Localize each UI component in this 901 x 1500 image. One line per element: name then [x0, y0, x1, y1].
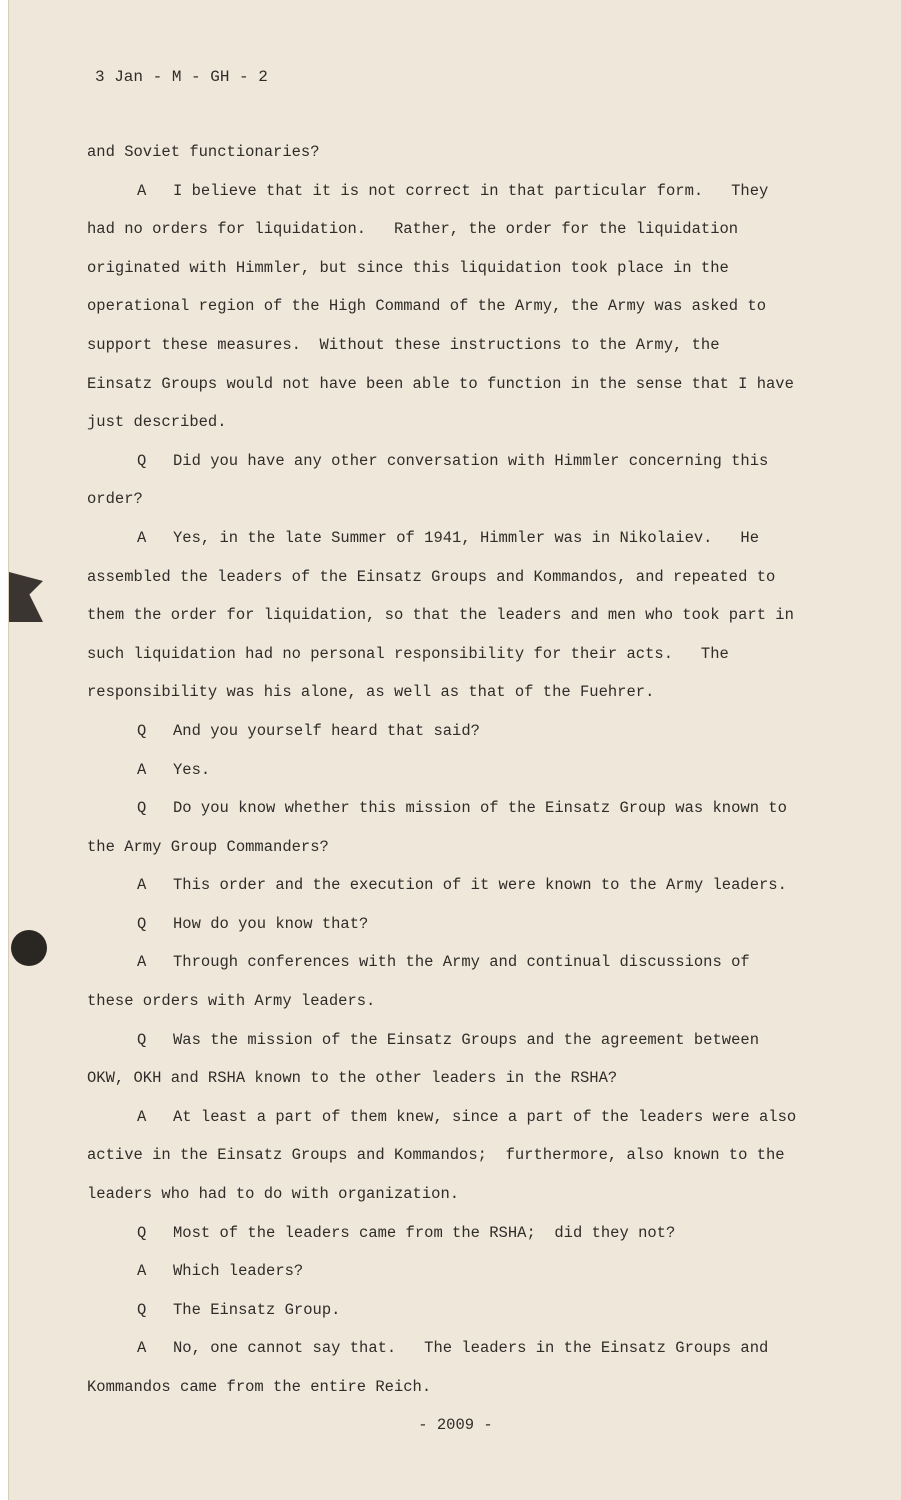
speaker-label: A [137, 528, 147, 547]
line-text: these orders with Army leaders. [87, 992, 376, 1011]
document-page [8, 0, 901, 1500]
transcript-line [87, 442, 847, 481]
transcript-line [87, 905, 847, 944]
line-text: Did you have any other conversation with Himmler concerning this [173, 451, 769, 470]
transcript-line [87, 943, 847, 982]
transcript-line [87, 751, 847, 790]
line-text: Do you know whether this mission of the Einsatz Group was known to [173, 799, 787, 818]
speaker-label: A [137, 1107, 147, 1126]
speaker-label: Q [137, 451, 147, 470]
transcript-line [87, 1136, 847, 1175]
speaker-label: A [137, 1262, 147, 1281]
punch-hole [11, 930, 47, 966]
transcript-line [87, 1329, 847, 1368]
transcript-line [87, 133, 847, 172]
line-text: operational region of the High Command of the Army, the Army was asked to [87, 297, 767, 316]
transcript-line [87, 712, 847, 751]
speaker-label: A [137, 181, 147, 200]
transcript-line [87, 1175, 847, 1214]
speaker-label: A [137, 953, 147, 972]
speaker-label: A [137, 760, 147, 779]
page-number: - 2009 - [418, 1416, 493, 1434]
line-text: and Soviet functionaries? [87, 143, 320, 161]
line-text: such liquidation had no personal responsibility for their acts. The [87, 644, 729, 663]
line-text: Yes. [173, 760, 211, 779]
line-text: Was the mission of the Einsatz Groups and the agreement between [173, 1030, 759, 1049]
line-text: originated with Himmler, but since this liquidation took place in the [87, 258, 729, 277]
transcript-line [87, 982, 847, 1021]
line-text: Kommandos came from the entire Reich. [87, 1378, 432, 1396]
speaker-label: Q [137, 721, 147, 740]
transcript-line [87, 1291, 847, 1330]
line-text: Einsatz Groups would not have been able to function in the sense that I have [87, 374, 794, 393]
transcript-line [87, 1098, 847, 1137]
transcript-line [87, 866, 847, 905]
transcript-line [87, 172, 847, 211]
transcript-line [87, 596, 847, 635]
speaker-label: Q [137, 1223, 147, 1242]
speaker-label: A [137, 1339, 147, 1358]
line-text: order? [87, 490, 143, 509]
transcript-line [87, 1252, 847, 1291]
line-text: Yes, in the late Summer of 1941, Himmler was in Nikolaiev. He [173, 528, 759, 547]
line-text: Through conferences with the Army and continual discussions of [173, 953, 750, 972]
line-text: The Einsatz Group. [173, 1300, 341, 1319]
line-text: No, one cannot say that. The leaders in the Einsatz Groups and [173, 1339, 769, 1358]
line-text: active in the Einsatz Groups and Kommandos; furthermore, also known to the [87, 1146, 785, 1165]
line-text: assembled the leaders of the Einsatz Groups and Kommandos, and repeated to [87, 567, 776, 586]
transcript-line [87, 403, 847, 442]
transcript-line [87, 326, 847, 365]
line-text: Which leaders? [173, 1262, 304, 1281]
page-header: 3 Jan - M - GH - 2 [95, 68, 268, 86]
line-text: OKW, OKH and RSHA known to the other leaders in the RSHA? [87, 1069, 618, 1088]
transcript-body [87, 133, 847, 1407]
transcript-line [87, 287, 847, 326]
line-text: And you yourself heard that said? [173, 721, 480, 740]
transcript-line [87, 789, 847, 828]
line-text: leaders who had to do with organization. [87, 1185, 460, 1204]
transcript-line [87, 519, 847, 558]
speaker-label: Q [137, 1030, 147, 1049]
transcript-line [87, 673, 847, 712]
transcript-line [87, 1059, 847, 1098]
line-text: At least a part of them knew, since a part of the leaders were also [173, 1107, 797, 1126]
line-text: had no orders for liquidation. Rather, the order for the liquidation [87, 220, 739, 239]
transcript-line [87, 1021, 847, 1060]
transcript-line [87, 635, 847, 674]
transcript-line [87, 1368, 847, 1407]
line-text: them the order for liquidation, so that the leaders and men who took part in [87, 606, 794, 625]
transcript-line [87, 365, 847, 404]
speaker-label: A [137, 876, 147, 895]
transcript-line [87, 210, 847, 249]
line-text: Most of the leaders came from the RSHA; did they not? [173, 1223, 676, 1242]
transcript-line [87, 1214, 847, 1253]
transcript-line [87, 249, 847, 288]
line-text: the Army Group Commanders? [87, 837, 329, 856]
speaker-label: Q [137, 914, 147, 933]
speaker-label: Q [137, 1300, 147, 1319]
line-text: How do you know that? [173, 914, 369, 933]
transcript-line [87, 480, 847, 519]
page-tear [9, 572, 43, 622]
line-text: responsibility was his alone, as well as that of the Fuehrer. [87, 683, 655, 702]
transcript-line [87, 828, 847, 867]
line-text: support these measures. Without these instructions to the Army, the [87, 335, 720, 354]
line-text: I believe that it is not correct in that particular form. They [173, 181, 769, 200]
speaker-label: Q [137, 799, 147, 818]
line-text: This order and the execution of it were known to the Army leaders. [173, 876, 787, 895]
line-text: just described. [87, 413, 227, 432]
transcript-line [87, 558, 847, 597]
